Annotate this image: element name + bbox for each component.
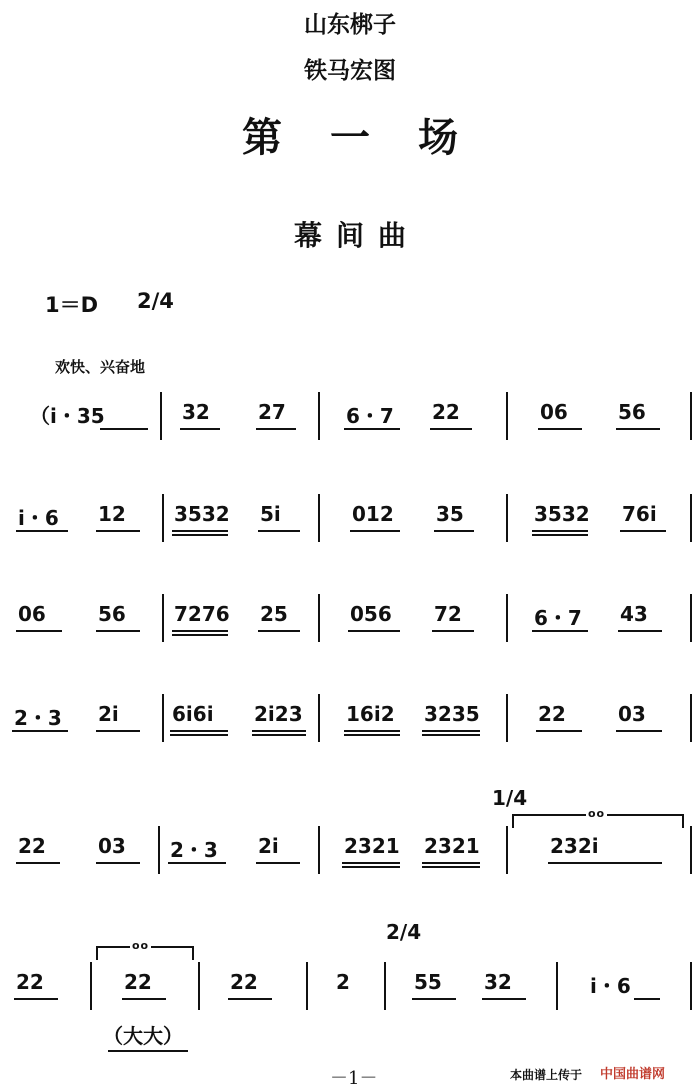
- note-group: 2・3: [14, 706, 62, 730]
- music-system-5: [0, 807, 700, 886]
- music-system-6: [0, 939, 700, 1022]
- note-group: 76i: [622, 502, 657, 526]
- bar-line: [160, 392, 162, 440]
- bar-line: [506, 594, 508, 642]
- note-group: 12: [98, 502, 126, 526]
- note-group: 2: [336, 970, 350, 994]
- scene-heading: 第一场: [242, 114, 506, 161]
- upload-credit: 本曲谱上传于: [510, 1068, 583, 1082]
- note-group: 22: [16, 970, 44, 994]
- bar-line: [506, 826, 508, 874]
- note-group: 56: [618, 400, 646, 424]
- note-group: 2・3: [170, 838, 218, 862]
- note-group: 32: [182, 400, 210, 424]
- lyric-text: （大大）: [103, 1024, 183, 1048]
- bar-line: [162, 494, 164, 542]
- note-group: 3532: [174, 502, 230, 526]
- note-group: 6・7: [534, 606, 582, 630]
- bar-line: [690, 962, 692, 1010]
- bar-line: [506, 694, 508, 742]
- music-system-3: [0, 594, 700, 654]
- note-group: 55: [414, 970, 442, 994]
- piece-title: 幕间曲: [293, 219, 420, 252]
- note-group: 56: [98, 602, 126, 626]
- bar-line: [690, 494, 692, 542]
- note-group: 27: [258, 400, 286, 424]
- note-group: 25: [260, 602, 288, 626]
- bar-line: [162, 694, 164, 742]
- bar-line: [384, 962, 386, 1010]
- bar-line: [318, 594, 320, 642]
- note-group: 232i: [550, 834, 599, 858]
- note-group: 16i2: [346, 702, 395, 726]
- note-group: 2321: [424, 834, 480, 858]
- note-group: 5i: [260, 502, 281, 526]
- bar-line: [506, 494, 508, 542]
- note-group: （i・35: [30, 404, 105, 428]
- note-group: i・6: [18, 506, 59, 530]
- note-group: 2i: [258, 834, 279, 858]
- bar-line: [318, 694, 320, 742]
- note-group: 22: [538, 702, 566, 726]
- lyric-underline: [108, 1050, 188, 1052]
- bar-line: [318, 392, 320, 440]
- music-system-2: [0, 494, 700, 554]
- note-group: 03: [618, 702, 646, 726]
- tremolo-bracket: oo: [512, 814, 684, 828]
- bar-line: [318, 826, 320, 874]
- note-group: 06: [540, 400, 568, 424]
- note-group: 6・7: [346, 404, 394, 428]
- site-logo-text[interactable]: 中国曲谱网: [600, 1067, 666, 1082]
- key-signature: 1＝D: [45, 293, 99, 317]
- note-group: 22: [432, 400, 460, 424]
- bar-line: [306, 962, 308, 1010]
- bar-line: [506, 392, 508, 440]
- time-signature: 2/4: [137, 289, 174, 313]
- note-group: 32: [484, 970, 512, 994]
- bar-line: [690, 694, 692, 742]
- note-group: 6i6i: [172, 702, 214, 726]
- note-group: 35: [436, 502, 464, 526]
- tremolo-bracket: oo: [96, 946, 194, 960]
- opera-genre: 山东梆子: [304, 12, 396, 38]
- tempo-marking: 欢快、兴奋地: [55, 358, 146, 376]
- bar-line: [158, 826, 160, 874]
- bar-line: [690, 826, 692, 874]
- bar-line: [690, 392, 692, 440]
- note-group: 3532: [534, 502, 590, 526]
- bar-line: [198, 962, 200, 1010]
- music-system-1: [0, 392, 700, 452]
- note-group: 22: [18, 834, 46, 858]
- note-group: i・6: [590, 974, 631, 998]
- note-group: 06: [18, 602, 46, 626]
- note-group: 22: [124, 970, 152, 994]
- time-signature-change: 1/4: [492, 786, 528, 810]
- time-signature-change: 2/4: [386, 920, 422, 944]
- page-number: －1－: [330, 1068, 378, 1089]
- note-group: 3235: [424, 702, 480, 726]
- note-group: 2i: [98, 702, 119, 726]
- note-group: 43: [620, 602, 648, 626]
- note-group: 22: [230, 970, 258, 994]
- bar-line: [90, 962, 92, 1010]
- note-group: 2321: [344, 834, 400, 858]
- note-group: 056: [350, 602, 392, 626]
- bar-line: [556, 962, 558, 1010]
- opera-title: 铁马宏图: [304, 58, 396, 84]
- note-group: 012: [352, 502, 394, 526]
- note-group: 2i23: [254, 702, 303, 726]
- bar-line: [162, 594, 164, 642]
- note-group: 72: [434, 602, 462, 626]
- note-group: 03: [98, 834, 126, 858]
- bar-line: [318, 494, 320, 542]
- music-system-4: [0, 694, 700, 754]
- note-group: 7276: [174, 602, 230, 626]
- bar-line: [690, 594, 692, 642]
